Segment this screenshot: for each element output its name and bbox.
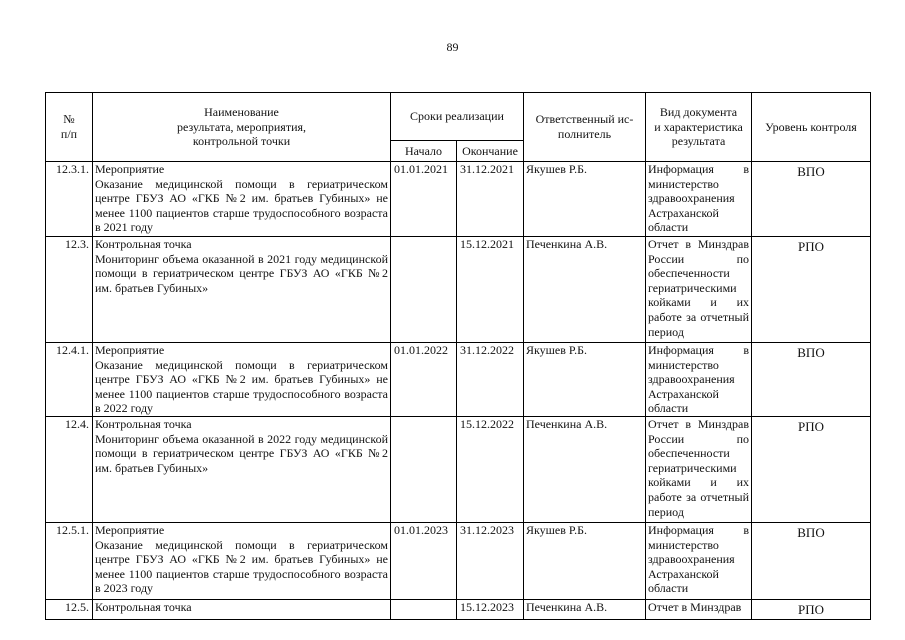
row-end-date: 31.12.2022	[457, 343, 524, 417]
row-document: Информация в министерство здравоохранения Астраханской области	[646, 162, 752, 237]
row-name: Мероприятие Оказание медицинской помощи в гериатрическом центре ГБУЗ АО «ГКБ №2 им. братьев Губиных» не менее 1100 пациентов старше трудоспособного возраста в 2021 году	[93, 162, 391, 237]
row-responsible: Печенкина А.В.	[524, 600, 646, 620]
row-number: 12.3.1.	[46, 162, 93, 237]
row-document: Отчет в Минздрав России по обеспеченности гериатрическими койками и их работе за отчетный период	[646, 417, 752, 523]
row-control-level: РПО	[752, 237, 871, 343]
row-document: Отчет в Минздрав России по обеспеченности гериатрическими койками и их работе за отчетный период	[646, 237, 752, 343]
table-row	[46, 523, 871, 600]
header-end: Окончание	[457, 141, 524, 162]
row-responsible: Якушев Р.Б.	[524, 343, 646, 417]
header-control: Уровень контроля	[752, 93, 871, 162]
header-name: Наименование результата, мероприятия, контрольной точки	[93, 93, 391, 162]
header-doc-type: Вид документа и характеристика результата	[646, 93, 752, 162]
row-document: Информация в министерство здравоохранения Астраханской области	[646, 343, 752, 417]
row-control-level: ВПО	[752, 343, 871, 417]
header-responsible: Ответственный ис- полнитель	[524, 93, 646, 162]
row-name: Контрольная точка Мониторинг объема оказанной в 2022 году медицинской помощи в гериатрическом центре ГБУЗ АО «ГКБ №2 им. братьев Губиных»	[93, 417, 391, 523]
header-period: Сроки реализации	[391, 93, 524, 141]
row-responsible: Якушев Р.Б.	[524, 523, 646, 600]
table-row	[46, 343, 871, 417]
row-name: Мероприятие Оказание медицинской помощи в гериатрическом центре ГБУЗ АО «ГКБ №2 им. братьев Губиных» не менее 1100 пациентов старше трудоспособного возраста в 2023 году	[93, 523, 391, 600]
row-number: 12.5.1.	[46, 523, 93, 600]
row-document: Информация в министерство здравоохранения Астраханской области	[646, 523, 752, 600]
row-end-date: 15.12.2022	[457, 417, 524, 523]
table-row	[46, 600, 871, 620]
row-start-date	[391, 600, 457, 620]
row-end-date: 15.12.2023	[457, 600, 524, 620]
row-responsible: Печенкина А.В.	[524, 417, 646, 523]
row-number: 12.4.1.	[46, 343, 93, 417]
row-control-level: ВПО	[752, 523, 871, 600]
plan-table	[45, 92, 871, 620]
row-end-date: 15.12.2021	[457, 237, 524, 343]
row-document: Отчет в Минздрав	[646, 600, 752, 620]
row-start-date	[391, 417, 457, 523]
row-end-date: 31.12.2021	[457, 162, 524, 237]
row-number: 12.5.	[46, 600, 93, 620]
row-start-date	[391, 237, 457, 343]
row-start-date: 01.01.2022	[391, 343, 457, 417]
row-control-level: РПО	[752, 417, 871, 523]
row-number: 12.4.	[46, 417, 93, 523]
row-number: 12.3.	[46, 237, 93, 343]
row-responsible: Печенкина А.В.	[524, 237, 646, 343]
row-start-date: 01.01.2023	[391, 523, 457, 600]
row-name: Контрольная точка Мониторинг объема оказанной в 2021 году медицинской помощи в гериатрическом центре ГБУЗ АО «ГКБ №2 им. братьев Губиных»	[93, 237, 391, 343]
row-start-date: 01.01.2021	[391, 162, 457, 237]
row-name: Контрольная точка	[93, 600, 391, 620]
header-num: № п/п	[46, 93, 93, 162]
row-control-level: РПО	[752, 600, 871, 620]
page-number: 89	[446, 40, 459, 54]
table-row	[46, 417, 871, 523]
row-responsible: Якушев Р.Б.	[524, 162, 646, 237]
header-start: Начало	[391, 141, 457, 162]
row-end-date: 31.12.2023	[457, 523, 524, 600]
table-row	[46, 237, 871, 343]
table-row	[46, 162, 871, 237]
row-control-level: ВПО	[752, 162, 871, 237]
row-name: Мероприятие Оказание медицинской помощи в гериатрическом центре ГБУЗ АО «ГКБ №2 им. братьев Губиных» не менее 1100 пациентов старше трудоспособного возраста в 2022 году	[93, 343, 391, 417]
